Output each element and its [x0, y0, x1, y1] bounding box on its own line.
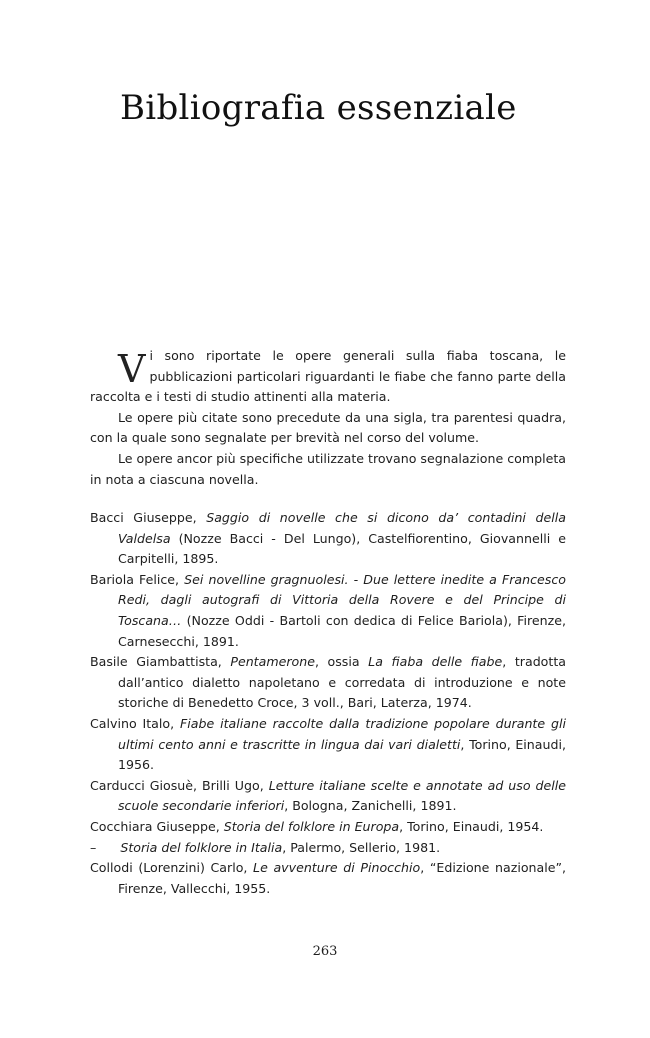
- bibliography-entry: Carducci Giosuè, Brilli Ugo, Letture italiane scelte e annotate ad uso delle scuole secondarie inferiori, Bologna, Zanichelli, 1891.: [90, 777, 566, 814]
- intro-paragraph: Le opere ancor più specifiche utilizzate trovano segnalazione completa in nota a ciascuna novella.: [90, 450, 566, 487]
- bibliography-entry: Bariola Felice, Sei novelline gragnuolesi. - Due lettere inedite a Francesco Redi, dagli autografi di Vittoria della Rovere e del Principe di Toscana… (Nozze Oddi - Bartoli con dedica di Felice Bariola), Firenze, Carnesecchi, 1891.: [90, 571, 566, 649]
- bibliography-entry: – Storia del folklore in Italia, Palermo, Sellerio, 1981.: [90, 839, 441, 855]
- bibliography-entry: Cocchiara Giuseppe, Storia del folklore in Europa, Torino, Einaudi, 1954.: [90, 818, 544, 834]
- intro-paragraph: Vi sono riportate le opere generali sulla fiaba toscana, le pubblicazioni particolari riguardanti le fiabe che fanno parte della raccolta e i testi di studio attinenti alla materia.: [90, 347, 566, 405]
- bibliography-entry: Calvino Italo, Fiabe italiane raccolte dalla tradizione popolare durante gli ultimi cento anni e trascritte in lingua dai vari dialetti, Torino, Einaudi, 1956.: [90, 715, 566, 773]
- intro-text: [90, 346, 566, 490]
- bibliography-list: [90, 508, 566, 899]
- page-number: 263: [312, 944, 338, 959]
- page-title: Bibliografia essenziale: [120, 88, 517, 128]
- intro-paragraph: Le opere più citate sono precedute da una sigla, tra parentesi quadra, con la quale sono segnalate per brevità nel corso del volume.: [90, 409, 566, 446]
- bibliography-entry: Basile Giambattista, Pentamerone, ossia La fiaba delle fiabe, tradotta dall’antico dialetto napoletano e corredata di introduzione e note storiche di Benedetto Croce, 3 voll., Bari, Laterza, 1974.: [90, 654, 566, 711]
- drop-cap: V: [118, 347, 146, 391]
- bibliography-entry: Collodi (Lorenzini) Carlo, Le avventure di Pinocchio, “Edizione nazionale”, Firenze, Vallecchi, 1955.: [90, 860, 566, 896]
- bibliography-entry: Bacci Giuseppe, Saggio di novelle che si dicono da’ contadini della Valdelsa (Nozze Bacci - Del Lungo), Castelfiorentino, Giovannelli e Carpitelli, 1895.: [90, 510, 566, 567]
